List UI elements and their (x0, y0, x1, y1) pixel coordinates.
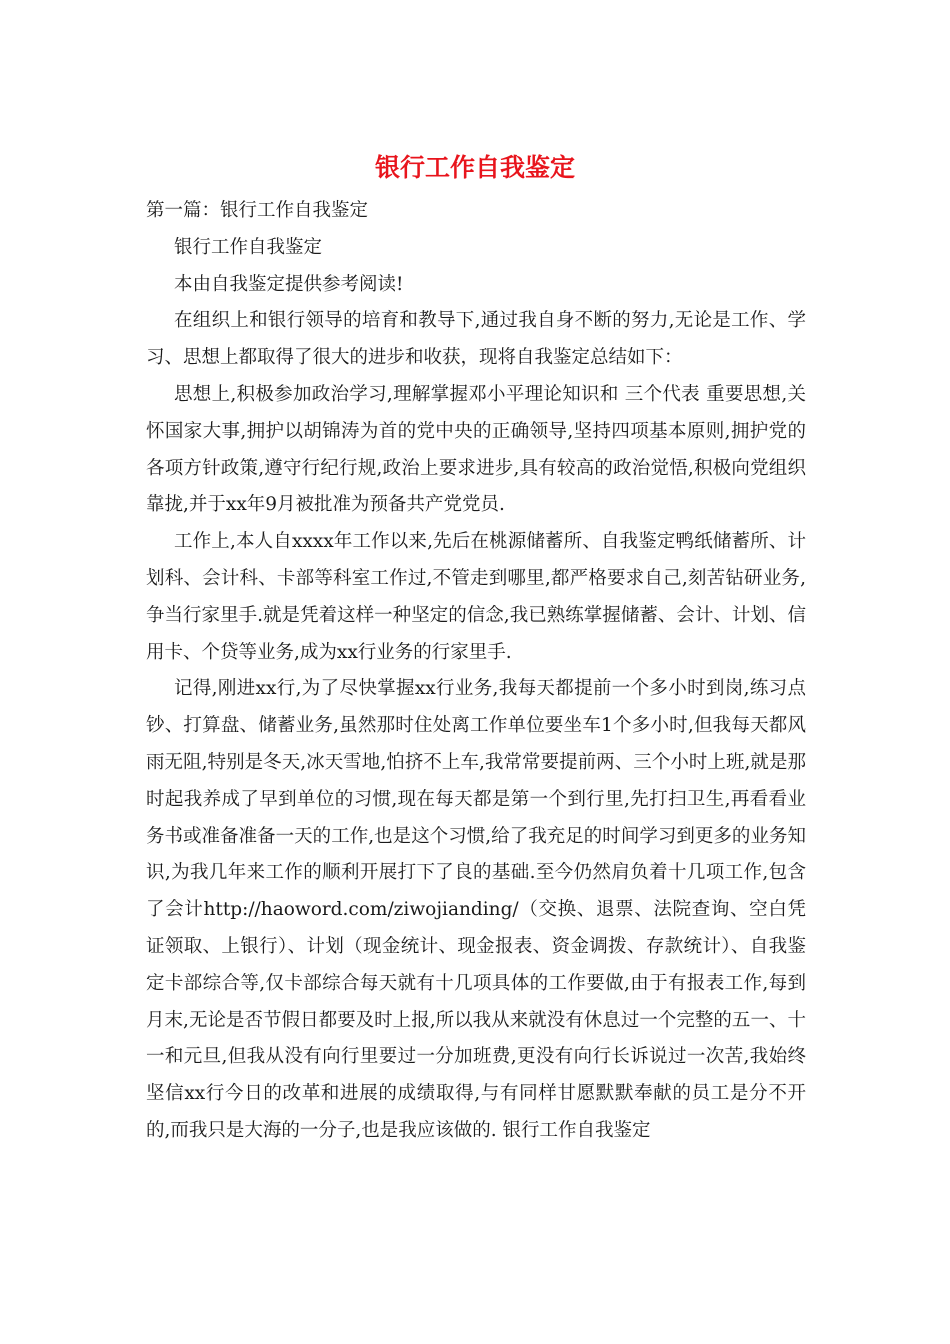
paragraph-intro-note: 本由自我鉴定提供参考阅读! (174, 273, 404, 295)
paragraph-memory: 记得,刚进xx行,为了尽快掌握xx行业务,我每天都提前一个多小时到岗,练习点钞、打算盘、储蓄业务,虽然那时住处离工作单位要坐车1个多小时,但我每天都风雨无阻,特别是冬天,冰天雪地,怕挤不上车,我常常要提前两、三个小时上班,就是那时起我养成了早到单位的习惯,现在每天都是第一个到行里,先打扫卫生,再看看业务书或准备准备一天的工作,也是这个习惯,给了我充足的时间学习到更多的业务知识,为我几年来工作的顺利开展打下了良的基础.至今仍然肩负着十几项工作,包含了会计http://haoword.com/ziwojianding/（交换、退票、法院查询、空白凭证领取、上银行）、计划（现金统计、现金报表、资金调拨、存款统计）、自我鉴定卡部综合等,仅卡部综合每天就有十几项具体的工作要做,由于有报表工作,每到月末,无论是否节假日都要及时上报,所以我从来就没有休息过一个完整的五一、十一和元旦,但我从没有向行里要过一分加班费,更没有向行长诉说过一次苦,我始终坚信xx行今日的改革和进展的成绩取得,与有同样甘愿默默奉献的员工是分不开的,而我只是大海的一分子,也是我应该做的. 银行工作自我鉴定 (146, 678, 806, 1141)
paragraph-heading: 第一篇：银行工作自我鉴定 (146, 200, 369, 221)
paragraph-intro: 在组织上和银行领导的培育和教导下,通过我自身不断的努力,无论是工作、学习、思想上都取得了很大的进步和收获，现将自我鉴定总结如下： (146, 310, 806, 369)
paragraph-subtitle: 银行工作自我鉴定 (174, 236, 323, 258)
document-body (146, 193, 806, 1150)
paragraph-ideology: 思想上,积极参加政治学习,理解掌握邓小平理论知识和 三个代表 重要思想,关怀国家大事,拥护以胡锦涛为首的党中央的正确领导,坚持四项基本原则,拥护党的各项方针政策,遵守行纪行规,政治上要求进步,具有较高的政治觉悟,积极向党组织靠拢,并于xx年9月被批准为预备共产党党员. (146, 383, 806, 516)
document-title: 银行工作自我鉴定 (374, 153, 575, 182)
paragraph-work: 工作上,本人自xxxx年工作以来,先后在桃源储蓄所、自我鉴定鸭纸储蓄所、计划科、会计科、卡部等科室工作过,不管走到哪里,都严格要求自己,刻苦钻研业务,争当行家里手.就是凭着这样一种坚定的信念,我已熟练掌握储蓄、会计、计划、信用卡、个贷等业务,成为xx行业务的行家里手. (146, 531, 806, 663)
